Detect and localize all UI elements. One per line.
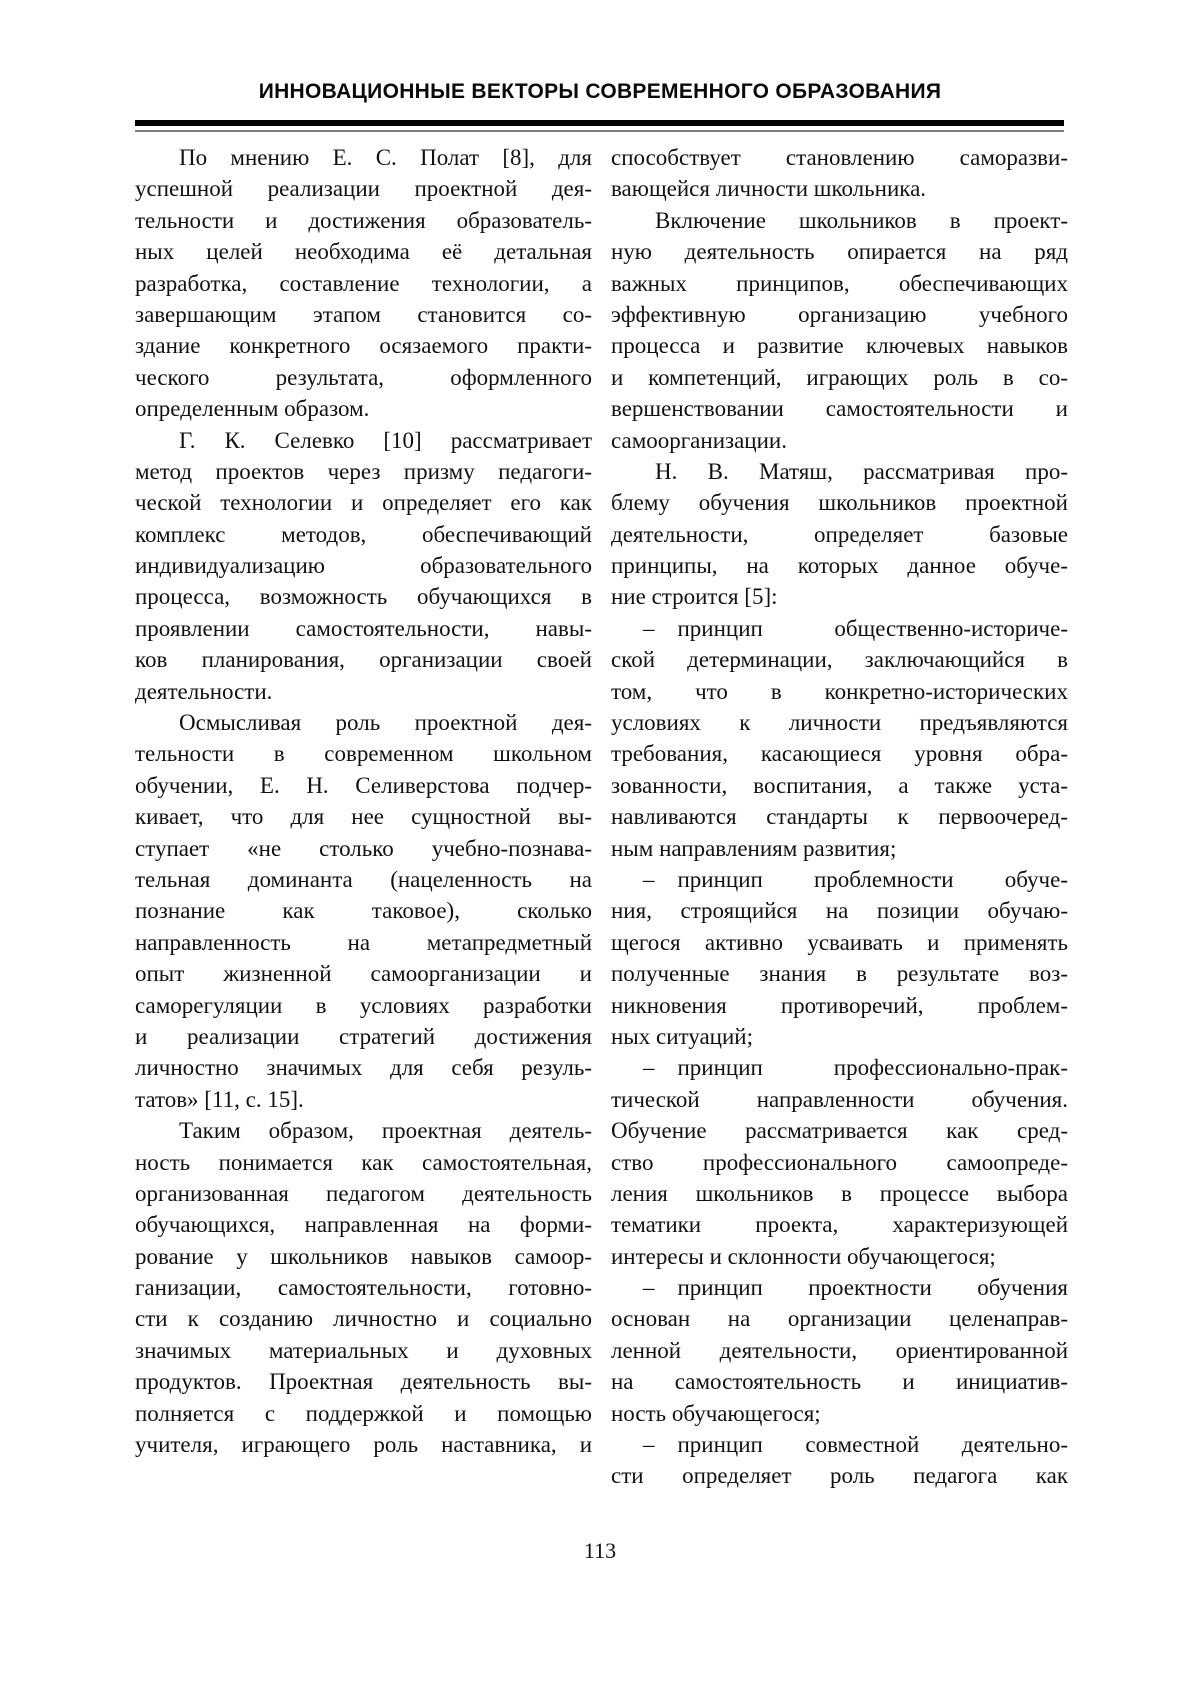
text-line: сти определяет роль педагога как (611, 1463, 1068, 1489)
text-line: Осмысливая роль проектной дея- (179, 710, 592, 736)
text-line: ных ситуаций; (611, 1023, 753, 1049)
text-line: на самостоятельность и инициатив- (611, 1369, 1068, 1395)
running-header: ИННОВАЦИОННЫЕ ВЕКТОРЫ СОВРЕМЕННОГО ОБРАЗОВАНИЯ (258, 80, 942, 103)
bullet-line: – принцип общественно-историче- (643, 615, 1068, 641)
header-rule (135, 120, 1064, 132)
text-line: комплекс методов, обеспечивающий (135, 521, 592, 547)
text-line: тельная доминанта (нацеленность на (135, 866, 592, 892)
text-line: ской детерминации, заключающийся в (611, 647, 1068, 673)
text-line: Таким образом, проектная деятель- (179, 1118, 592, 1144)
text-line: самоорганизации. (611, 427, 787, 453)
text-line: татов» [11, с. 15]. (135, 1086, 304, 1112)
text-line: навливаются стандарты к первоочеред- (611, 804, 1068, 830)
text-line: важных принципов, обеспечивающих (611, 270, 1068, 296)
page-number: 113 (583, 1538, 617, 1563)
text-line: Н. В. Матяш, рассматривая про- (655, 458, 1068, 484)
text-line: значимых материальных и духовных (135, 1337, 592, 1363)
text-line: деятельности, определяет базовые (611, 521, 1068, 547)
text-line: ность понимается как самостоятельная, (135, 1149, 592, 1175)
text-line: требования, касающиеся уровня обра- (611, 741, 1068, 767)
text-line: никновения противоречий, проблем- (611, 992, 1068, 1018)
text-line: и компетенций, играющих роль в со- (611, 364, 1068, 390)
text-column-right (611, 142, 1068, 1492)
text-line: Обучение рассматривается как сред- (611, 1118, 1068, 1144)
text-line: сти к созданию личностно и социально (135, 1306, 592, 1332)
text-line: основан на организации целенаправ- (611, 1306, 1068, 1332)
text-line: ков планирования, организации своей (135, 647, 592, 673)
text-line: ния, строящийся на позиции обучаю- (611, 898, 1068, 924)
text-line: интересы и склонности обучающегося; (611, 1243, 996, 1269)
text-line: здание конкретного осязаемого практи- (135, 333, 592, 359)
text-line: проявлении самостоятельности, навы- (135, 615, 592, 641)
text-line: метод проектов через призму педагоги- (135, 458, 592, 484)
text-line: способствует становлению саморазви- (611, 145, 1068, 170)
text-line: разработка, составление технологии, а (135, 270, 592, 296)
text-line: полученные знания в результате воз- (611, 961, 1068, 987)
text-line: ние строится [5]: (611, 584, 778, 610)
text-line: ления школьников в процессе выбора (611, 1180, 1068, 1206)
text-line: опыт жизненной самоорганизации и (135, 961, 592, 987)
text-line: завершающим этапом становится со- (135, 301, 592, 327)
text-line: щегося активно усваивать и применять (611, 929, 1068, 955)
text-line: продуктов. Проектная деятельность вы- (135, 1369, 592, 1395)
text-line: зованности, воспитания, а также уста- (611, 772, 1068, 798)
text-line: тической направленности обучения. (611, 1086, 1068, 1112)
text-line: процесса, возможность обучающихся в (135, 584, 592, 610)
text-line: ную деятельность опирается на ряд (611, 239, 1068, 265)
text-line: тематики проекта, характеризующей (611, 1212, 1068, 1238)
text-line: организованная педагогом деятельность (135, 1180, 592, 1206)
text-line: блему обучения школьников проектной (611, 490, 1068, 516)
text-line: Г. К. Селевко [10] рассматривает (179, 427, 592, 453)
text-column-left (135, 142, 592, 1460)
text-line: деятельности. (135, 678, 273, 704)
text-line: ческой технологии и определяет его как (135, 490, 592, 516)
bullet-line: – принцип проектности обучения (643, 1275, 1068, 1301)
text-line: ческого результата, оформленного (135, 364, 592, 390)
text-line: учителя, играющего роль наставника, и (135, 1432, 592, 1458)
text-line: том, что в конкретно-исторических (611, 678, 1068, 704)
text-line: обучающихся, направленная на форми- (135, 1212, 592, 1238)
text-line: тельности в современном школьном (135, 741, 592, 767)
text-line: познание как таковое), сколько (135, 898, 592, 924)
text-line: индивидуализацию образовательного (135, 553, 592, 579)
text-line: эффективную организацию учебного (611, 301, 1068, 327)
text-line: ство профессионального самоопреде- (611, 1149, 1068, 1175)
bullet-line: – принцип совместной деятельно- (643, 1432, 1068, 1458)
bullet-line: – принцип профессионально-прак- (643, 1055, 1068, 1081)
text-line: определенным образом. (135, 396, 370, 422)
text-line: личностно значимых для себя резуль- (135, 1055, 592, 1081)
text-line: успешной реализации проектной дея- (135, 176, 592, 202)
text-line: направленность на метапредметный (135, 929, 592, 955)
text-line: саморегуляции в условиях разработки (135, 992, 592, 1018)
text-line: процесса и развитие ключевых навыков (611, 333, 1068, 359)
text-line: ганизации, самостоятельности, готовно- (135, 1275, 592, 1301)
text-line: условиях к личности предъявляются (611, 710, 1068, 736)
text-line: полняется с поддержкой и помощью (135, 1400, 592, 1426)
text-line: вершенствовании самостоятельности и (611, 396, 1068, 422)
text-line: ность обучающегося; (611, 1400, 821, 1426)
text-line: По мнению Е. С. Полат [8], для (179, 145, 592, 170)
text-line: Включение школьников в проект- (655, 207, 1068, 233)
text-line: принципы, на которых данное обуче- (611, 553, 1068, 579)
text-line: ленной деятельности, ориентированной (611, 1337, 1068, 1363)
text-line: ных целей необходима её детальная (135, 239, 592, 265)
text-line: ступает «не столько учебно-познава- (135, 835, 592, 861)
bullet-line: – принцип проблемности обуче- (643, 866, 1068, 892)
text-line: рование у школьников навыков самоор- (135, 1243, 592, 1269)
text-line: и реализации стратегий достижения (135, 1023, 592, 1049)
text-line: обучении, Е. Н. Селиверстова подчер- (135, 772, 592, 798)
text-line: кивает, что для нее сущностной вы- (135, 804, 592, 830)
text-line: ным направлениям развития; (611, 835, 897, 861)
text-line: тельности и достижения образователь- (135, 207, 592, 233)
text-line: вающейся личности школьника. (611, 176, 927, 202)
